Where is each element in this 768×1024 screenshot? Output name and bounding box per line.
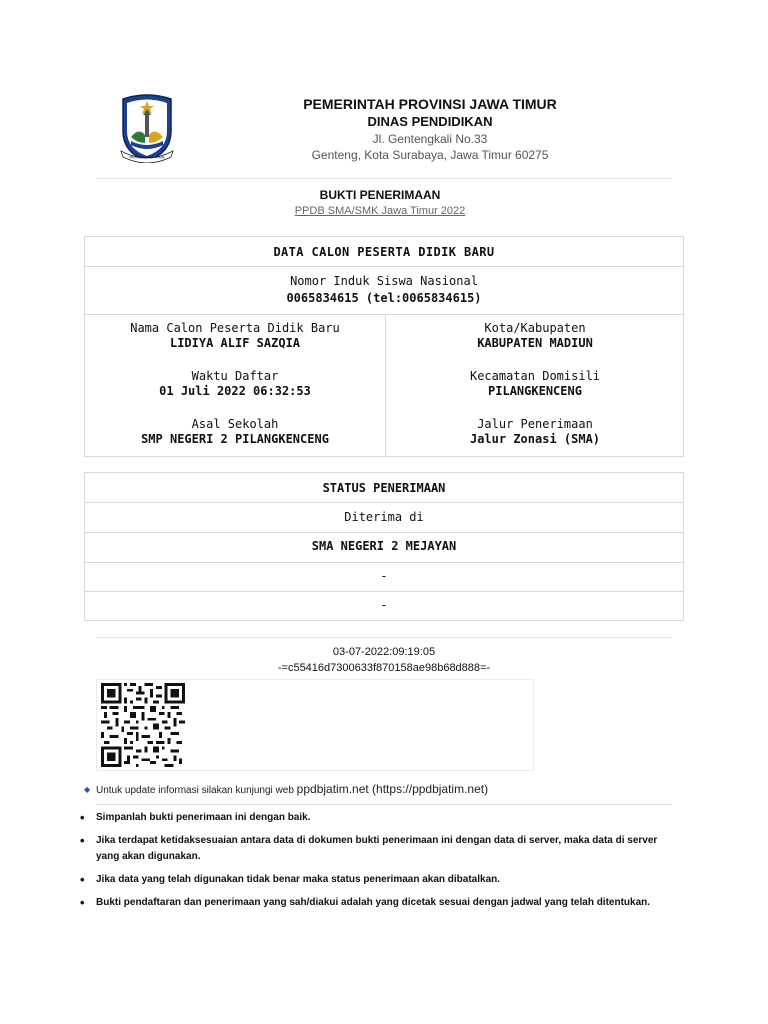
student-table-title: DATA CALON PESERTA DIDIK BARU	[273, 245, 495, 259]
registration-time-cell	[85, 369, 385, 398]
status-table-title: STATUS PENERIMAAN	[322, 481, 446, 495]
list-item: • Simpanlah bukti penerimaan ini dengan baik.	[80, 810, 680, 826]
table-row-divider	[85, 532, 683, 533]
divider	[96, 804, 672, 805]
city-cell	[385, 321, 685, 350]
student-data-table	[84, 236, 684, 457]
table-row-divider	[85, 502, 683, 503]
student-name-cell	[85, 321, 385, 350]
header-address-2: Genteng, Kota Surabaya, Jawa Timur 60275	[311, 148, 549, 162]
table-row-divider	[85, 562, 683, 563]
table-row-divider	[85, 266, 683, 267]
print-timestamp: 03-07-2022:09:19:05	[332, 646, 436, 658]
table-row-divider	[85, 591, 683, 592]
registration-time-value: 01 Juli 2022 06:32:53	[159, 384, 311, 398]
header-address-1: Jl. Gentengkali No.33	[372, 132, 488, 146]
info-prefix: Untuk update informasi silakan kunjungi web	[96, 785, 294, 796]
admission-route-label: Jalur Penerimaan	[477, 417, 593, 431]
origin-school-value: SMP NEGERI 2 PILANGKENCENG	[141, 432, 329, 446]
document-title: BUKTI PENERIMAAN	[319, 188, 441, 202]
nisn-value: 0065834615 (tel:0065834615)	[286, 291, 482, 305]
admission-route-value: Jalur Zonasi (SMA)	[469, 432, 601, 446]
document-subtitle-link[interactable]	[230, 205, 530, 217]
origin-school-cell	[85, 417, 385, 446]
accepted-label: Diterima di	[344, 510, 424, 524]
district-value: PILANGKENCENG	[488, 384, 582, 398]
info-site-link[interactable]: ppdbjatim.net (https://ppdbjatim.net)	[296, 782, 489, 796]
table-row-divider	[85, 314, 683, 315]
status-row-empty-2: -	[380, 598, 388, 612]
accepted-school: SMA NEGERI 2 MEJAYAN	[311, 539, 457, 553]
status-row-empty-1: -	[380, 569, 388, 583]
diamond-bullet-icon: ◆	[84, 785, 91, 794]
document-subtitle[interactable]: PPDB SMA/SMK Jawa Timur 2022	[294, 205, 466, 217]
district-cell	[385, 369, 685, 398]
admission-status-table	[84, 472, 684, 621]
registration-time-label: Waktu Daftar	[191, 369, 279, 383]
divider	[96, 637, 672, 638]
student-name-label: Nama Calon Peserta Didik Baru	[130, 321, 340, 335]
info-line	[96, 782, 488, 796]
origin-school-label: Asal Sekolah	[191, 417, 279, 431]
list-item: • Jika terdapat ketidaksesuaian antara data di dokumen bukti penerimaan ini dengan data di server, maka data di server yang akan digunakan.	[80, 833, 680, 865]
notes-list	[80, 810, 680, 918]
divider	[96, 178, 672, 179]
verification-hash: -=c55416d7300633f870158ae98b68d888=-	[277, 662, 491, 674]
list-item: • Bukti pendaftaran dan penerimaan yang sah/diakui adalah yang dicetak sesuai dengan jadwal yang telah ditentukan.	[80, 895, 680, 911]
admission-route-cell	[385, 417, 685, 446]
student-name-value: LIDIYA ALIF SAZQIA	[169, 336, 301, 350]
district-label: Kecamatan Domisili	[469, 369, 601, 383]
header-office: DINAS PENDIDIKAN	[367, 114, 493, 129]
nisn-label: Nomor Induk Siswa Nasional	[290, 274, 478, 288]
header-government: PEMERINTAH PROVINSI JAWA TIMUR	[303, 96, 557, 112]
svg-text:PROVINSI JAWA TIMUR: PROVINSI JAWA TIMUR	[129, 155, 165, 160]
qr-code-icon	[101, 683, 185, 767]
list-item: • Jika data yang telah digunakan tidak benar maka status penerimaan akan dibatalkan.	[80, 872, 680, 888]
city-label: Kota/Kabupaten	[484, 321, 586, 335]
city-value: KABUPATEN MADIUN	[477, 336, 593, 350]
east-java-coat-of-arms-icon	[119, 93, 175, 163]
